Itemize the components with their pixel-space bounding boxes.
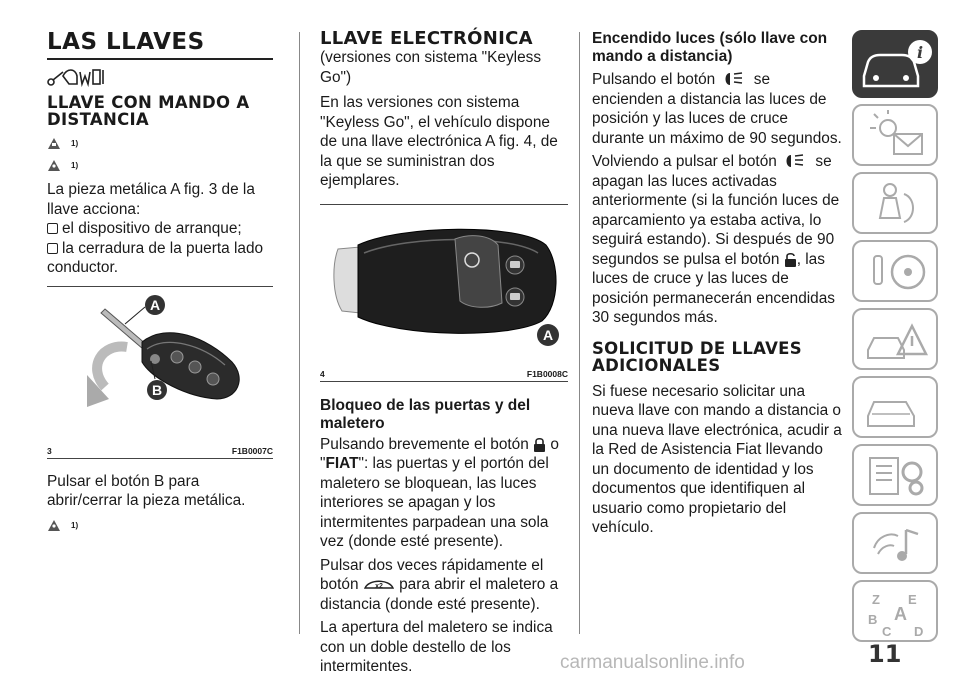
keyless-note: (versiones con sistema "Keyless Go") [320, 49, 542, 86]
bullet-door-lock-cont: conductor. [47, 259, 119, 276]
index-icon [854, 582, 940, 644]
car-info-icon [854, 32, 940, 100]
lock-icon [533, 437, 546, 452]
figure-3-caption: 3 F1B0007C [47, 444, 273, 459]
figure-label-a: A [542, 326, 554, 343]
column-2 [320, 30, 568, 677]
emergency-icon [854, 378, 940, 440]
person-warning-icon [47, 519, 61, 532]
section-title-llave-electronica: LLAVE ELECTRÓNICA [320, 28, 533, 49]
paragraph-trunk: Pulsar dos veces rápidamente el botón x2 para abrir el maletero a distancia (donde esté presente). [320, 556, 559, 613]
paragraph-metal-piece: La pieza metálica A fig. 3 de la llave acciona: [47, 181, 255, 218]
bullet-box-icon [47, 243, 58, 254]
column-1 [47, 30, 273, 537]
figure-label-a: A [149, 296, 161, 313]
chapter-index-sidebar [852, 30, 940, 648]
warning-ref-2: 1) [47, 154, 273, 176]
trunk-open-icon [363, 576, 395, 592]
safety-icon [854, 174, 940, 236]
paragraph-trunk-signal: La apertura del maletero se indica con un doble destello de los intermitentes. [320, 619, 553, 675]
svg-text:C: C [882, 624, 892, 639]
watermark: carmanualsonline.info [560, 652, 745, 673]
driving-warning-icon [47, 137, 61, 150]
figure-label-b: B [151, 381, 163, 398]
dashboard-lights-icon [854, 106, 940, 168]
paragraph-lights-off: Volviendo a pulsar el botón se apagan las luces activadas anteriormente (si la función luces de aparcamiento ya estaba activa, lo seguirá estando). Si después de 90 segundos se pulsa el botón , las luces de cruce y las luces de posición permanecerán encendidas 30 segundos más. [592, 153, 840, 326]
paragraph-keyless: En las versiones con sistema "Keyless Go", el vehículo dispone de una llave electrónica A fig. 4, de la que se suministran dos ejemplares. [320, 94, 558, 189]
person-warning-icon [47, 159, 61, 172]
multimedia-icon [854, 514, 940, 576]
tab-maintenance[interactable] [852, 444, 938, 506]
svg-text:E: E [908, 592, 917, 607]
tab-safety[interactable] [852, 172, 938, 234]
warning-ref-3: 1) [47, 515, 273, 537]
tab-warning[interactable] [852, 308, 938, 370]
paragraph-press-button-b: Pulsar el botón B para abrir/cerrar la pieza metálica. [47, 472, 246, 509]
bullet-door-lock: la cerradura de la puerta lado [47, 239, 273, 259]
column-divider-2 [579, 32, 580, 634]
key-fob-illustration [47, 287, 273, 444]
tab-emergency[interactable] [852, 376, 938, 438]
tab-starting-driving[interactable] [852, 240, 938, 302]
electronic-key-illustration [320, 205, 568, 367]
figure-4 [320, 205, 568, 367]
tab-car-info[interactable] [852, 30, 938, 98]
tab-dashboard[interactable] [852, 104, 938, 166]
key-remote-icon [47, 66, 117, 90]
warning-triangle-icon [854, 310, 940, 372]
bullet-starter: el dispositivo de arranque; [47, 219, 273, 239]
bullet-box-icon [47, 223, 58, 234]
headlight-icon [720, 71, 750, 87]
maintenance-icon [854, 446, 940, 508]
heading-encendido-luces: Encendido luces (sólo llave con mando a distancia) [592, 30, 828, 65]
svg-text:i: i [916, 43, 924, 62]
column-3 [592, 30, 842, 538]
title-rule [47, 58, 273, 60]
headlight-icon [781, 153, 811, 169]
column-divider-1 [299, 32, 300, 634]
svg-text:A: A [894, 604, 907, 624]
svg-text:B: B [868, 612, 878, 627]
warning-ref-1: 1) [47, 132, 273, 154]
svg-text:x2: x2 [374, 583, 383, 590]
tab-index[interactable] [852, 580, 938, 642]
page-number: 11 [868, 640, 902, 668]
paragraph-lock: Pulsando brevemente el botón o "FIAT": las puertas y el portón del maletero se bloquean, las luces interiores se apagan y los intermitentes parpadean una sola vez (donde esté presente). [320, 435, 559, 550]
figure-4-caption: 4 F1B0008C [320, 367, 568, 382]
paragraph-lights-on: Pulsando el botón se encienden a distancia las luces de posición y las luces de cruce durante un máximo de 90 segundos. [592, 71, 842, 147]
subtitle-llave-mando: LLAVE CON MANDO A DISTANCIA [47, 93, 250, 129]
starting-driving-icon [854, 242, 940, 304]
section-title-las-llaves: LAS LLAVES [47, 29, 205, 55]
svg-text:Z: Z [872, 592, 880, 607]
svg-text:D: D [914, 624, 924, 639]
paragraph-additional-keys: Si fuese necesario solicitar una nueva llave con mando a distancia o una nueva llave electrónica, acudir a la Red de Asistencia Fiat llevando un documento de identidad y los documentos que identifiquen al usuario como propietario del vehículo. [592, 382, 842, 536]
key-symbol [47, 66, 273, 90]
figure-3 [47, 287, 273, 444]
section-title-solicitud: SOLICITUD DE LLAVES ADICIONALES [592, 338, 802, 375]
tab-multimedia[interactable] [852, 512, 938, 574]
heading-bloqueo: Bloqueo de las puertas y del maletero [320, 396, 531, 432]
unlock-icon [784, 252, 797, 267]
